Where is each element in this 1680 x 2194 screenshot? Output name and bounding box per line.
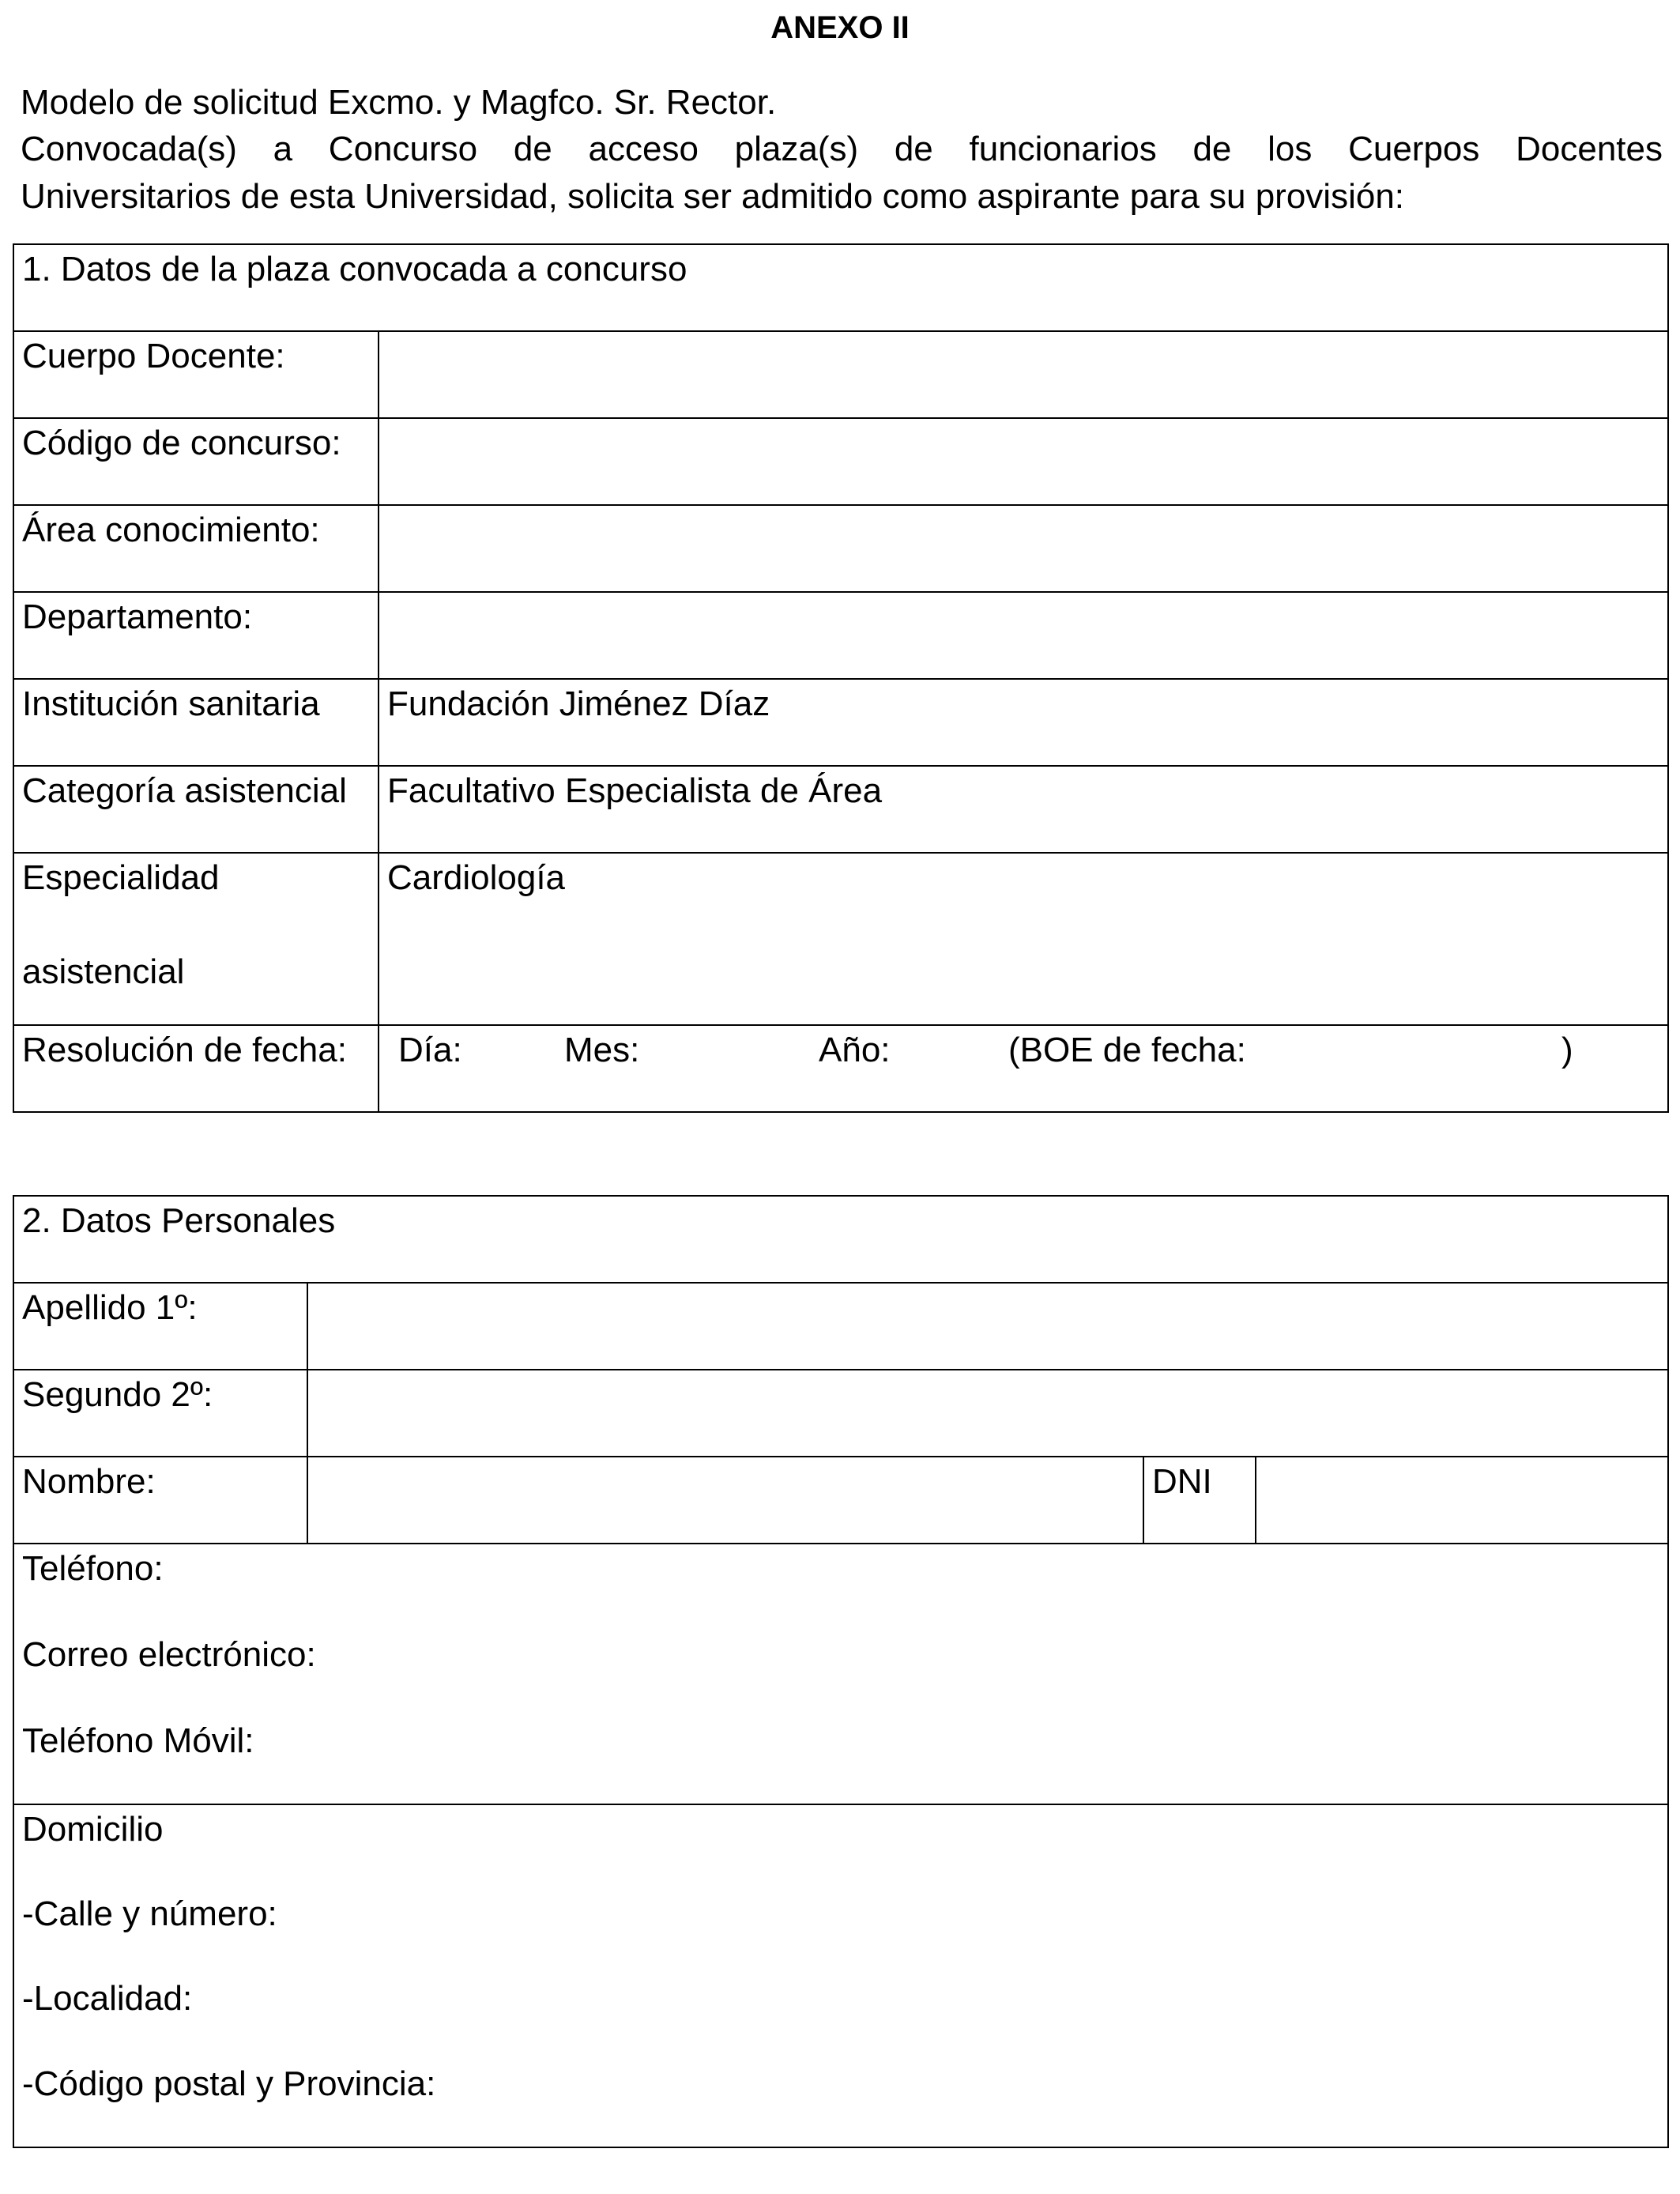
ano-label: Año: [819, 1031, 891, 1069]
resolucion-fecha-label: Resolución de fecha: [13, 1025, 379, 1112]
correo-electronico-label: Correo electrónico: [22, 1635, 316, 1675]
telefono-movil-label: Teléfono Móvil: [22, 1721, 254, 1761]
categoria-asistencial-value: Facultativo Especialista de Área [379, 766, 1668, 853]
cuerpo-docente-label: Cuerpo Docente: [13, 331, 379, 418]
intro-line-1: Modelo de solicitud Excmo. y Magfco. Sr. Rector. [21, 83, 777, 122]
segundo-apellido-field[interactable] [307, 1370, 1668, 1457]
area-conocimiento-label: Área conocimiento: [13, 505, 379, 592]
resolucion-date-row [387, 1027, 1659, 1075]
calle-numero-label: -Calle y número: [22, 1894, 277, 1934]
section-2-heading: 2. Datos Personales [13, 1196, 1668, 1283]
especialidad-label-line-1: Especialidad [22, 858, 220, 897]
intro-paragraph [21, 79, 1663, 220]
departamento-label: Departamento: [13, 592, 379, 679]
boe-fecha-label: (BOE de fecha: [1008, 1031, 1246, 1069]
nombre-field[interactable] [307, 1457, 1143, 1544]
section-1-heading: 1. Datos de la plaza convocada a concurso [13, 244, 1668, 331]
intro-line-2: Convocada(s) a Concurso de acceso plaza(s) de funcionarios de los Cuerpos Docentes [21, 130, 1663, 169]
telefono-label: Teléfono: [22, 1549, 164, 1588]
domicilio-block[interactable] [13, 1804, 1668, 2147]
especialidad-asistencial-label [13, 853, 379, 1025]
codigo-concurso-field[interactable] [379, 418, 1668, 505]
especialidad-label-line-2: asistencial [22, 952, 185, 992]
contact-block[interactable] [13, 1544, 1668, 1804]
departamento-field[interactable] [379, 592, 1668, 679]
segundo-apellido-label: Segundo 2º: [13, 1370, 307, 1457]
dni-label: DNI [1143, 1457, 1256, 1544]
institucion-sanitaria-label: Institución sanitaria [13, 679, 379, 766]
resolucion-fecha-field[interactable] [379, 1025, 1668, 1112]
apellido-1-field[interactable] [307, 1283, 1668, 1370]
especialidad-asistencial-value: Cardiología [379, 853, 1668, 1025]
page-title: ANEXO II [770, 10, 910, 45]
categoria-asistencial-label: Categoría asistencial [13, 766, 379, 853]
section-2-table [13, 1195, 1669, 2148]
area-conocimiento-field[interactable] [379, 505, 1668, 592]
domicilio-heading: Domicilio [22, 1810, 164, 1849]
boe-close-paren: ) [1561, 1031, 1573, 1069]
apellido-1-label: Apellido 1º: [13, 1283, 307, 1370]
dia-label: Día: [398, 1031, 462, 1069]
dni-field[interactable] [1256, 1457, 1668, 1544]
mes-label: Mes: [564, 1031, 640, 1069]
cuerpo-docente-field[interactable] [379, 331, 1668, 418]
section-1-table [13, 243, 1669, 1113]
institucion-sanitaria-value: Fundación Jiménez Díaz [379, 679, 1668, 766]
localidad-label: -Localidad: [22, 1979, 193, 2019]
codigo-postal-provincia-label: -Código postal y Provincia: [22, 2064, 436, 2103]
codigo-concurso-label: Código de concurso: [13, 418, 379, 505]
nombre-label: Nombre: [13, 1457, 307, 1544]
intro-line-3: Universitarios de esta Universidad, solicita ser admitido como aspirante para su provisión: [21, 176, 1405, 216]
